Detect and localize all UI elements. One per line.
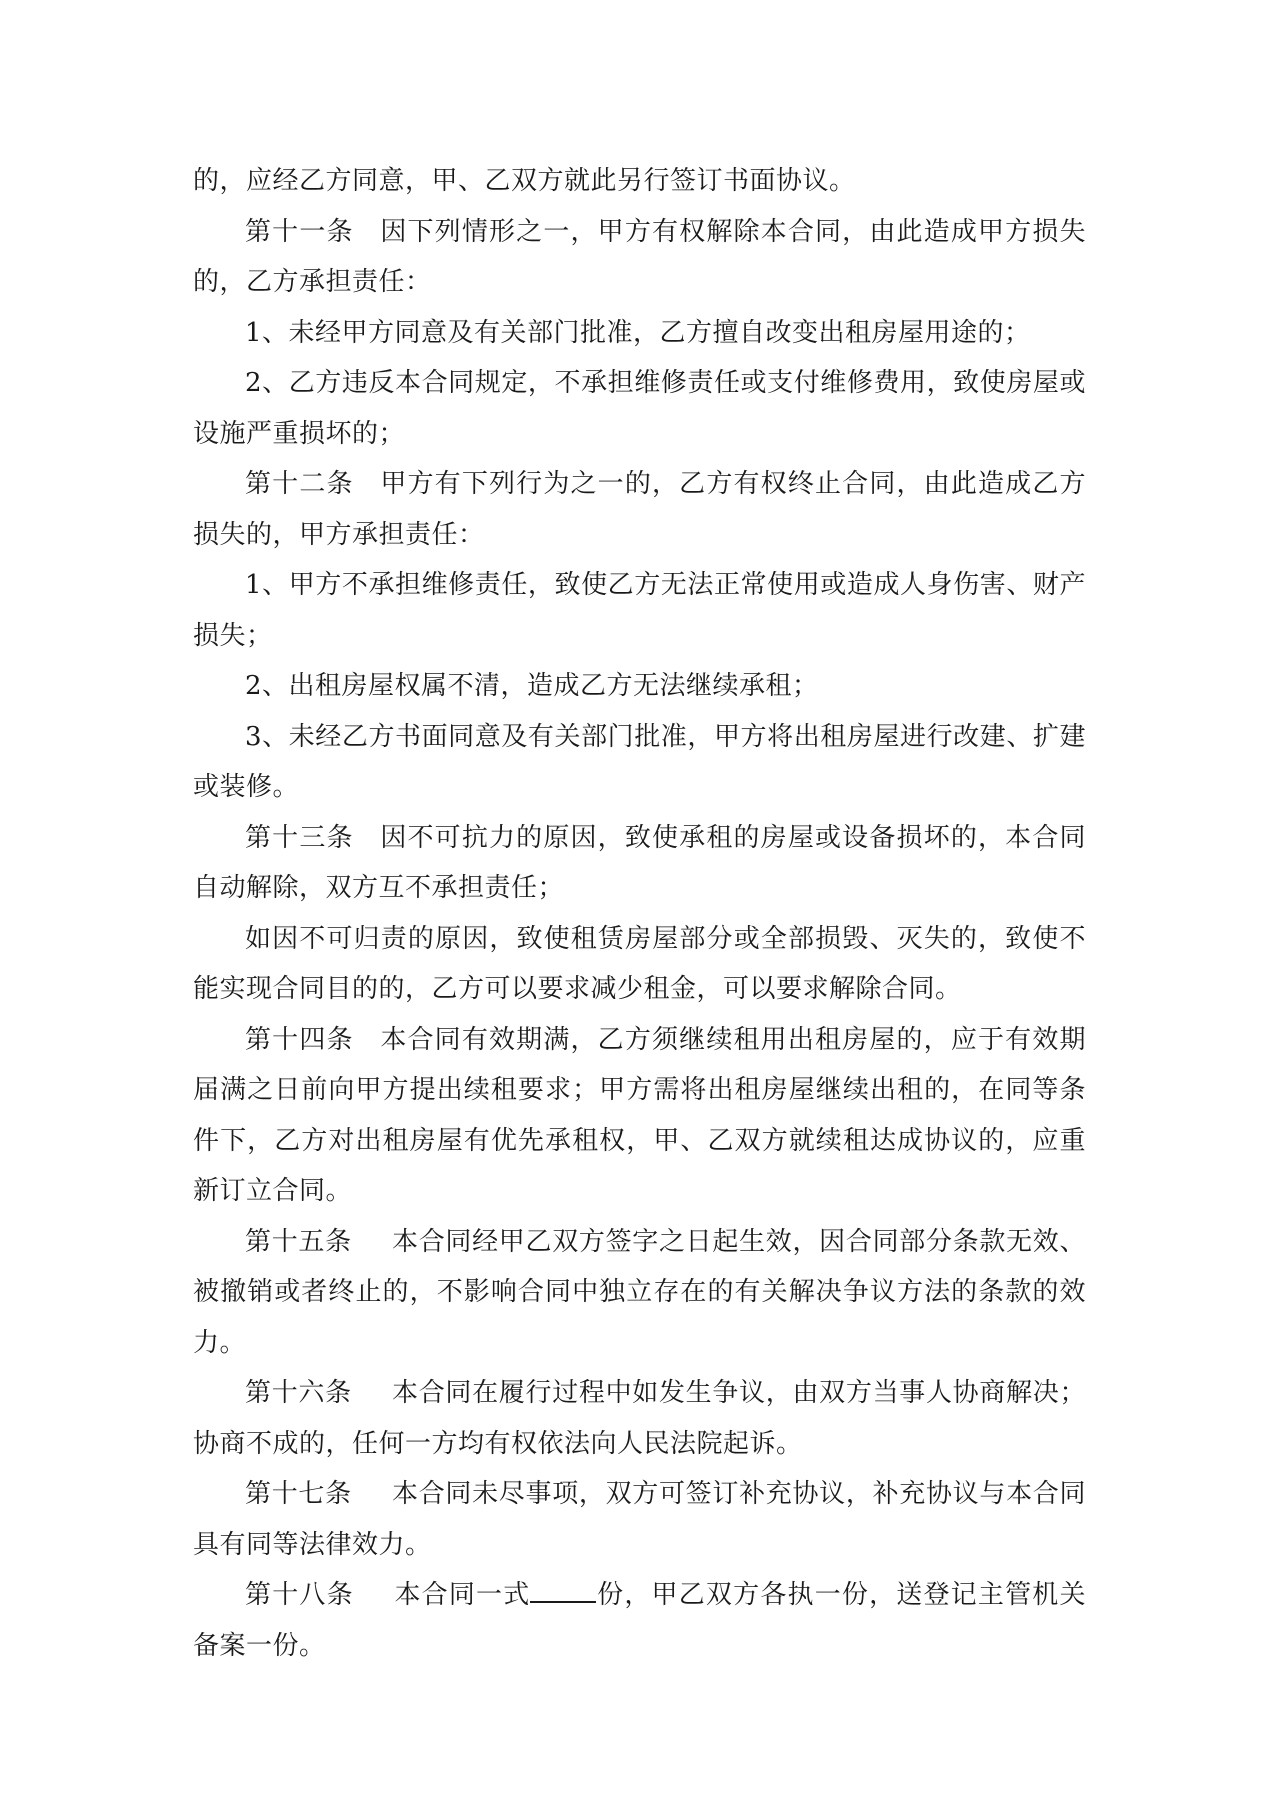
article-17 <box>193 1469 1086 1570</box>
article-text: 本合同有效期满，乙方须继续租用出租房屋的，应于有效期届满之日前向甲方提出续租要求；甲方需将出租房屋继续出租的，在同等条件下，乙方对出租房屋有优先承租权，甲、乙双方就续租达成协议的，应重新订立合同。 <box>193 1024 1086 1206</box>
article-text: 本合同经甲乙双方签字之日起生效，因合同部分条款无效、被撤销或者终止的，不影响合同中独立存在的有关解决争议方法的条款的效力。 <box>193 1226 1086 1358</box>
list-item-text: 3、未经乙方书面同意及有关部门批准，甲方将出租房屋进行改建、扩建或装修。 <box>193 721 1086 802</box>
article-text: 本合同未尽事项，双方可签订补充协议，补充协议与本合同具有同等法律效力。 <box>193 1479 1086 1560</box>
article-number: 第十四条 <box>245 1024 354 1055</box>
article-number: 第十六条 <box>245 1378 352 1408</box>
article-text: 本合同在履行过程中如发生争议，由双方当事人协商解决；协商不成的，任何一方均有权依法向人民法院起诉。 <box>193 1378 1086 1459</box>
copies-blank-field[interactable] <box>530 1579 596 1603</box>
list-item-text: 1、未经甲方同意及有关部门批准，乙方擅自改变出租房屋用途的； <box>245 317 1031 348</box>
article-text: 甲方有下列行为之一的，乙方有权终止合同，由此造成乙方损失的，甲方承担责任： <box>193 469 1086 550</box>
paragraph-text: 如因不可归责的原因，致使租赁房屋部分或全部损毁、灭失的，致使不能实现合同目的的，乙方可以要求减少租金，可以要求解除合同。 <box>193 923 1086 1004</box>
article-text: 因不可抗力的原因，致使承租的房屋或设备损坏的，本合同自动解除，双方互不承担责任； <box>193 822 1086 903</box>
article-text-after-blank: 份，甲乙双方各执一份，送登记主管机关备案一份。 <box>193 1580 1086 1661</box>
list-item-text: 2、出租房屋权属不清，造成乙方无法继续承租； <box>245 671 819 701</box>
article-11-item-1 <box>193 308 1086 359</box>
article-number: 第十二条 <box>245 469 354 499</box>
article-12-item-2 <box>193 661 1086 712</box>
article-text: 因下列情形之一，甲方有权解除本合同，由此造成甲方损失的，乙方承担责任： <box>193 216 1086 297</box>
contract-text-body <box>193 156 1086 1671</box>
article-12-item-3 <box>193 712 1086 813</box>
article-11-item-2 <box>193 358 1086 459</box>
paragraph-text: 的，应经乙方同意，甲、乙双方就此另行签订书面协议。 <box>193 166 856 196</box>
article-number: 第十八条 <box>245 1580 354 1610</box>
article-16 <box>193 1368 1086 1469</box>
article-number: 第十七条 <box>245 1479 352 1509</box>
article-text-before-blank: 本合同一式 <box>393 1580 531 1610</box>
list-item-text: 2、乙方违反本合同规定，不承担维修责任或支付维修费用，致使房屋或设施严重损坏的； <box>193 368 1086 449</box>
list-item-text: 1、甲方不承担维修责任，致使乙方无法正常使用或造成人身伤害、财产损失； <box>193 570 1086 651</box>
paragraph-continuation <box>193 156 1086 207</box>
article-number: 第十一条 <box>245 216 354 247</box>
article-11 <box>193 207 1086 308</box>
article-15 <box>193 1217 1086 1369</box>
article-13-supplement <box>193 914 1086 1015</box>
article-13 <box>193 813 1086 914</box>
article-18 <box>193 1570 1086 1671</box>
article-number: 第十五条 <box>245 1226 352 1257</box>
article-14 <box>193 1015 1086 1217</box>
article-12-item-1 <box>193 560 1086 661</box>
article-12 <box>193 459 1086 560</box>
article-number: 第十三条 <box>245 822 354 853</box>
